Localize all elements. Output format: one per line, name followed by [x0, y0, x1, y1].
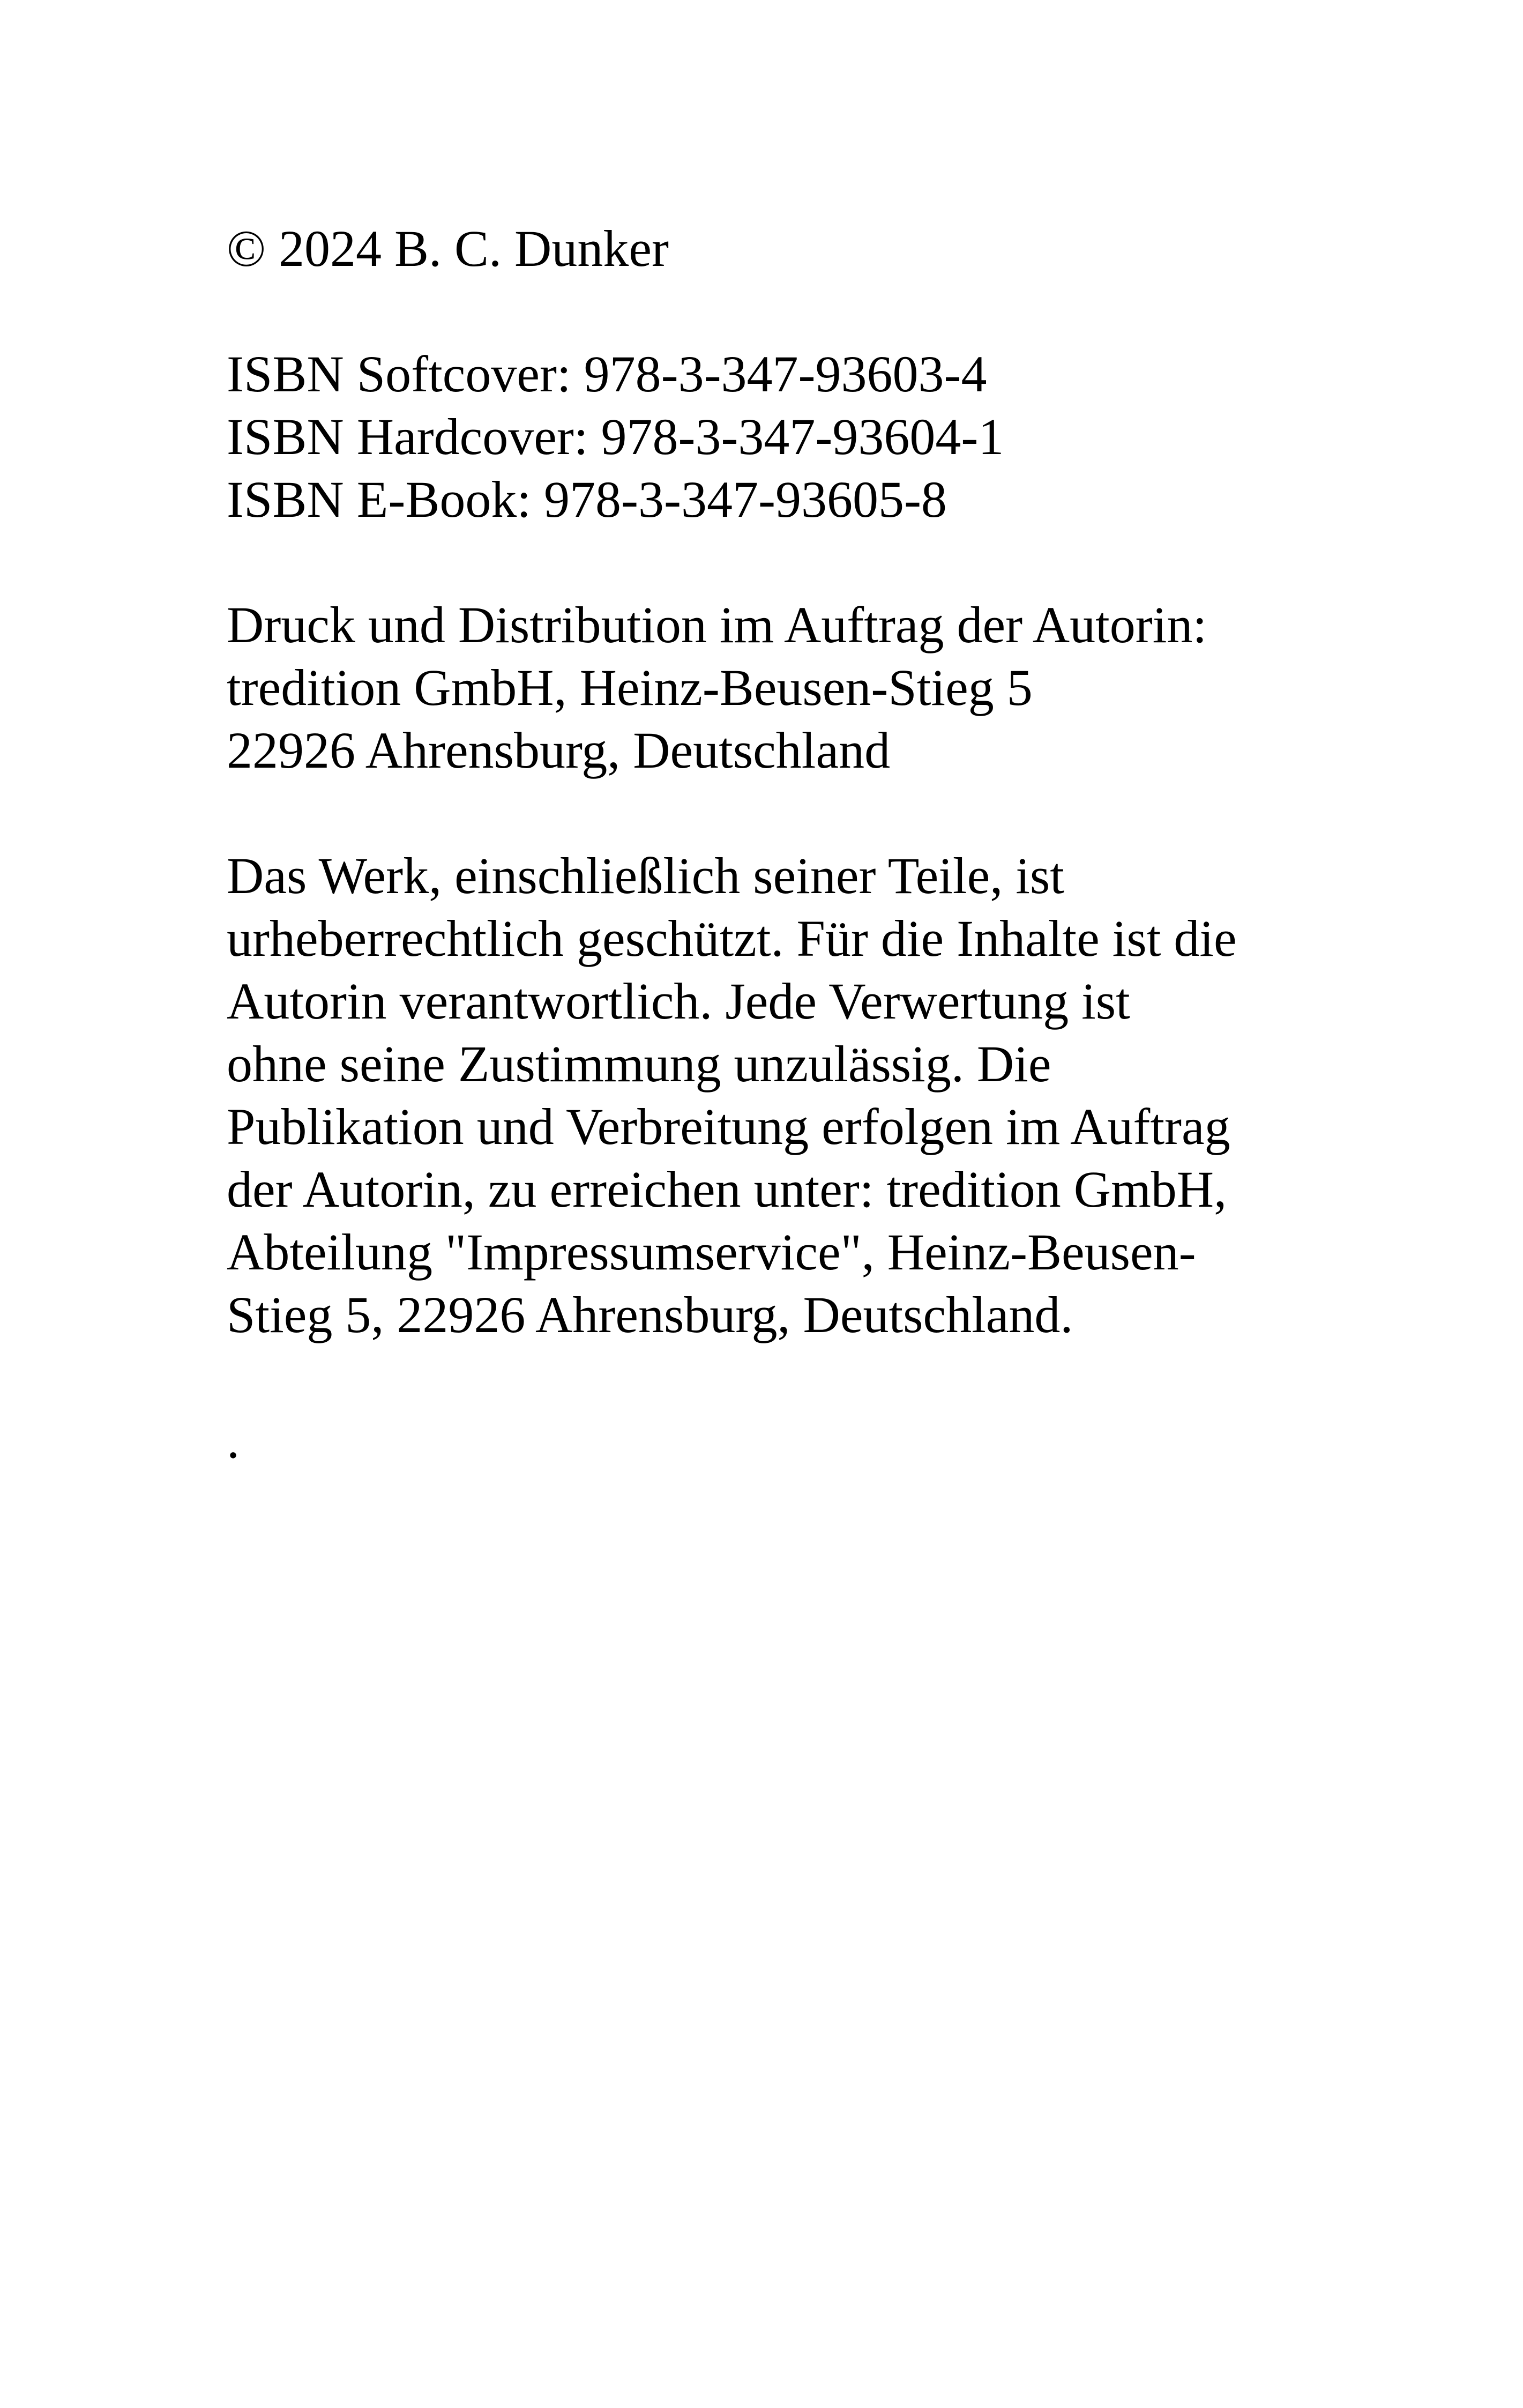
printing-line-3: 22926 Ahrensburg, Deutschland	[227, 722, 891, 779]
trailing-block	[227, 1409, 1325, 1471]
legal-notice-block	[227, 844, 1325, 1346]
legal-line-1: Das Werk, einschließlich seiner Teile, ist	[227, 847, 1064, 904]
copyright-line: © 2024 B. C. Dunker	[227, 220, 669, 277]
legal-line-3: Autorin verantwortlich. Jede Verwertung ist	[227, 972, 1130, 1030]
isbn-softcover: ISBN Softcover: 978-3-347-93603-4	[227, 345, 987, 403]
imprint-content	[227, 217, 1325, 1534]
legal-line-7: Abteilung "Impressumservice", Heinz-Beusen-	[227, 1223, 1196, 1281]
legal-line-4: ohne seine Zustimmung unzulässig. Die	[227, 1035, 1051, 1092]
legal-line-8: Stieg 5, 22926 Ahrensburg, Deutschland.	[227, 1286, 1073, 1343]
isbn-block	[227, 343, 1325, 531]
printing-block	[227, 593, 1325, 782]
legal-line-6: der Autorin, zu erreichen unter: tredition GmbH,	[227, 1161, 1227, 1218]
isbn-hardcover: ISBN Hardcover: 978-3-347-93604-1	[227, 408, 1004, 465]
printing-line-2: tredition GmbH, Heinz-Beusen-Stieg 5	[227, 659, 1033, 716]
trailing-period: .	[227, 1411, 240, 1469]
copyright-block	[227, 217, 1325, 280]
legal-line-2: urheberrechtlich geschützt. Für die Inhalte ist die	[227, 910, 1237, 967]
isbn-ebook: ISBN E-Book: 978-3-347-93605-8	[227, 471, 947, 528]
printing-line-1: Druck und Distribution im Auftrag der Autorin:	[227, 596, 1207, 653]
legal-line-5: Publikation und Verbreitung erfolgen im Auftrag	[227, 1098, 1230, 1155]
